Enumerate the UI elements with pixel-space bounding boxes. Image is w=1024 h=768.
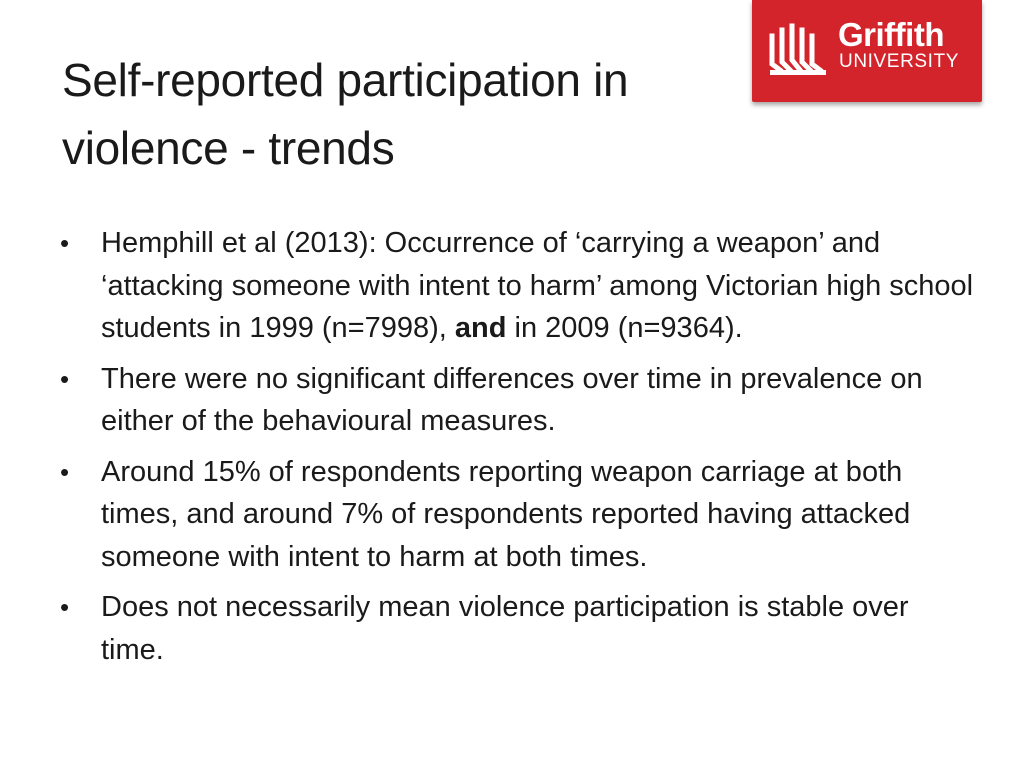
logo-subtitle: UNIVERSITY — [839, 51, 960, 72]
bullet-2-text: There were no significant differences over time in prevalence on either of the behavioural measures. — [101, 362, 923, 437]
bullet-item-1 — [56, 222, 976, 350]
bullet-dot-icon: • — [60, 363, 70, 394]
bullet-item-4 — [56, 586, 976, 671]
bullet-list — [56, 222, 976, 679]
bullet-3-text: Around 15% of respondents reporting weapon carriage at both times, and around 7% of respondents reported having attacked someone with intent to harm at both times. — [101, 455, 911, 573]
bullet-item-3 — [56, 451, 976, 579]
bullet-item-2 — [56, 358, 976, 443]
bullet-dot-icon: • — [60, 228, 70, 258]
bullet-dot-icon: • — [60, 456, 70, 487]
griffith-university-logo — [752, 0, 982, 102]
slide-title — [62, 46, 742, 182]
bullet-1-text-before: Hemphill et al (2013): Occurrence of ‘carrying a weapon’ and ‘attacking someone with intent to harm’ among Victorian high school students in 1999 (n=7998), — [101, 227, 974, 344]
logo-name: Griffith — [838, 16, 944, 53]
bullet-1-bold-text: and — [454, 312, 507, 344]
bullet-4-text: Does not necessarily mean violence participation is stable over time. — [101, 591, 909, 666]
bullet-dot-icon: • — [60, 592, 70, 622]
slide-title-line-2: violence - trends — [62, 122, 395, 174]
bullet-1-text-after: in 2009 (n=9364). — [506, 312, 743, 344]
griffith-emblem-icon — [766, 22, 834, 78]
slide-title-line-1: Self-reported participation in — [62, 54, 629, 106]
